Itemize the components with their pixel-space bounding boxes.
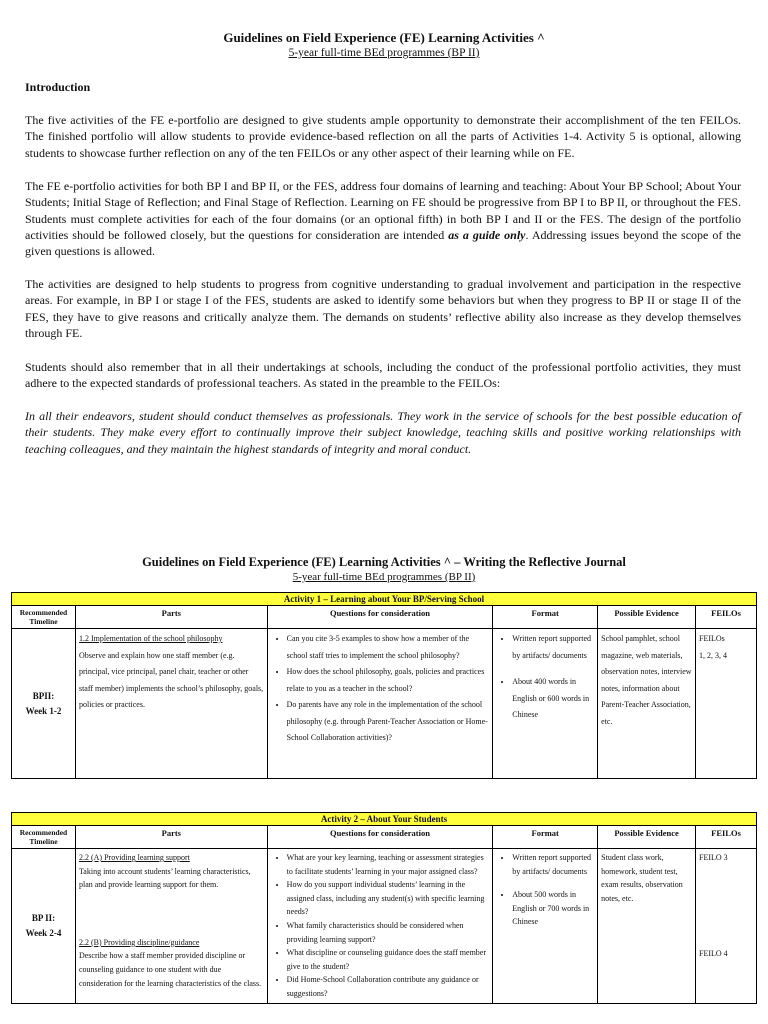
timeline-weeks: Week 1-2 (25, 705, 62, 716)
journal-title: Guidelines on Field Experience (FE) Learning Activities ^ – Writing the Reflective Journal (142, 555, 626, 569)
activity-1-evidence: School pamphlet, school magazine, web materials, observation notes, interview notes, information about Parent-Teacher Association, etc. (598, 629, 696, 779)
question-item: • What discipline or counseling guidance does the staff member give to the student? (287, 946, 490, 973)
part-b-title: 2.2 (B) Providing discipline/guidance (78, 937, 200, 947)
question-item: • What family characteristics should be considered when providing learning support? (287, 919, 490, 946)
feilo-spacer (699, 865, 753, 947)
col-parts: Parts (75, 826, 267, 849)
intro-paragraph-3: The activities are designed to help students to progress from cognitive understanding to gradual involvement and participation in the respective areas. For example, in BP I or stage I of the FES, students are asked to identify some behaviors but when they progress to BP II or stage II of the FES, they have to give reasons and critically analyze them. The demands on students’ reflective ability also increase as they develop themselves through FE. (25, 277, 741, 340)
part-a-text: Taking into account students’ learning characteristics, plan and provide learning support for them. (78, 866, 251, 890)
question-item: • What are your key learning, teaching or assessment strategies to facilitate students’ learning in your major assigned class? (287, 851, 490, 878)
format-item: • About 500 words in English or 700 words in Chinese (512, 888, 594, 929)
page-subtitle: 5-year full-time BEd programmes (BP II) (288, 47, 480, 59)
activity-1-feilos (696, 629, 757, 779)
activity-1-parts (75, 629, 267, 779)
activity-1-timeline (12, 629, 76, 779)
question-item: • How do you support individual students’ learning in the assigned class, including any student(s) with specific learning needs? (287, 878, 490, 919)
col-feilos: FEILOs (696, 606, 757, 629)
page-title: Guidelines on Field Experience (FE) Learning Activities ^ (223, 30, 545, 45)
part-b-text: Describe how a staff member provided discipline or counseling guidance to one student with due consideration for the learning characteristics of the class. (78, 951, 262, 988)
activity-1-banner: Activity 1 – Learning about Your BP/Serving School (12, 593, 757, 606)
format-item: • Written report supported by artifacts/ documents (512, 851, 594, 878)
col-evidence: Possible Evidence (598, 606, 696, 629)
activity-2-banner: Activity 2 – About Your Students (12, 813, 757, 826)
part-spacer (79, 892, 264, 936)
activity-2-parts (75, 849, 267, 1004)
part-title: 1.2 Implementation of the school philosophy (78, 634, 223, 643)
col-timeline: Recommended Timeline (12, 606, 76, 629)
intro-paragraph-2 (25, 178, 741, 259)
col-questions: Questions for consideration (267, 826, 493, 849)
intro-paragraph-2-text-a: The FE e-portfolio activities for both BP I and BP II, or the FES, address four domains of learning and teaching: About Your BP School; About Your Students; Initial Stage of Reflection; and Final Stage of Reflection. Learning on FE should be progressive from BP I to BP II, or throughout the FES. Students must complete activities for each of the four domains (or an optional fifth) in both BP I and II or the FES. The design of the portfolio activities should be followed closely, but the questions for consideration are intended (25, 179, 741, 242)
list-spacer (512, 664, 594, 674)
activity-2-table (11, 812, 757, 1004)
col-format: Format (493, 826, 598, 849)
col-feilos: FEILOs (696, 826, 757, 849)
timeline-stage: BPII: (32, 690, 55, 701)
part-text: Observe and explain how one staff member (e.g. principal, vice principal, panel chair, teacher or other staff member) implements the school’s philosophy, goals, policies or practices. (78, 650, 264, 709)
format-item: • Written report supported by artifacts/ documents (512, 631, 594, 664)
feilos-values: 1, 2, 3, 4 (699, 650, 728, 660)
activity-2-timeline (12, 849, 76, 1004)
feilo-preamble-quote: In all their endeavors, student should conduct themselves as professionals. They work in the service of schools for the best possible education of their students. They make every effort to continually improve their subject knowledge, teaching skills and positive working relationships with teaching colleagues, and they maintain the highest standards of integrity and moral conduct. (25, 409, 741, 456)
question-item: • How does the school philosophy, goals, policies and practices relate to you as a teacher in the school? (287, 664, 490, 697)
question-item: • Do parents have any role in the implementation of the school philosophy (e.g. through Parent-Teacher Association or Home-School Collaboration activities)? (287, 697, 490, 747)
activity-2-evidence: Student class work, homework, student test, exam results, observation notes, etc. (598, 849, 696, 1004)
intro-paragraph-4: Students should also remember that in all their undertakings at schools, including the conduct of the professional portfolio activities, they must adhere to the expected standards of professional teachers. As stated in the preamble to the FEILOs: (25, 360, 741, 391)
question-item: • Did Home-School Collaboration contribute any guidance or suggestions? (287, 973, 490, 1000)
format-item: • About 400 words in English or 600 words in Chinese (512, 674, 594, 724)
list-spacer (512, 878, 594, 888)
col-format: Format (493, 606, 598, 629)
intro-paragraph-1: The five activities of the FE e-portfolio are designed to give students ample opportunity to demonstrate their accomplishment of the ten FEILOs. The finished portfolio will allow students to provide evidence-based reflection on all the parts of Activities 1-4. Activity 5 is optional, allowing students to showcase further reflection on any of the ten FEILOs or any other aspect of their learning while on FE. (25, 113, 741, 160)
col-evidence: Possible Evidence (598, 826, 696, 849)
activity-1-format (493, 629, 598, 779)
activity-2-feilos (696, 849, 757, 1004)
journal-subtitle: 5-year full-time BEd programmes (BP II) (292, 571, 476, 583)
activity-1-table (11, 592, 757, 779)
col-questions: Questions for consideration (267, 606, 493, 629)
timeline-stage: BP II: (31, 912, 56, 923)
timeline-weeks: Week 2-4 (25, 927, 62, 938)
intro-heading: Introduction (25, 80, 91, 94)
part-a-title: 2.2 (A) Providing learning support (78, 853, 190, 862)
col-parts: Parts (75, 606, 267, 629)
activity-2-format (493, 849, 598, 1004)
intro-paragraph-2-emphasis: as a guide only (448, 227, 526, 242)
col-timeline: Recommended Timeline (12, 826, 76, 849)
activity-1-questions (267, 629, 493, 779)
question-item: • Can you cite 3-5 examples to show how a member of the school staff tries to implement the school philosophy? (287, 631, 490, 664)
feilos-label: FEILOs (699, 634, 725, 643)
feilo-part-b: FEILO 4 (699, 948, 728, 958)
feilo-part-a: FEILO 3 (699, 853, 728, 862)
activity-2-questions (267, 849, 493, 1004)
intro-paragraph-2-text-b: . Addressing issues beyond the scope of the given questions is allowed. (25, 227, 741, 259)
